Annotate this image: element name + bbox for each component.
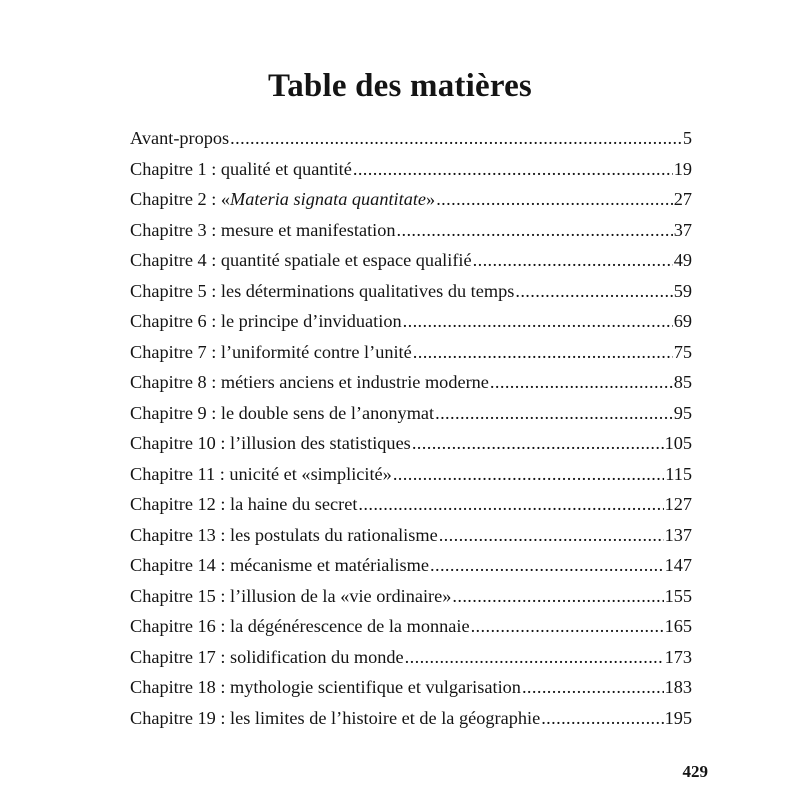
page-title: Table des matières — [268, 68, 532, 105]
toc-entry-page: 69 — [673, 311, 692, 331]
toc-entry-chapter-14 — [130, 555, 692, 586]
toc-entry-chapter-15 — [130, 586, 692, 617]
dot-leader — [435, 403, 673, 424]
dot-leader — [541, 708, 663, 729]
dot-leader — [439, 525, 664, 546]
toc-entry-page: 155 — [664, 585, 692, 606]
dot-leader — [452, 586, 663, 607]
toc-entry-label: Chapitre 3 : mesure et manifestation — [130, 219, 396, 240]
toc-entry-label: Chapitre 12 : la haine du secret — [130, 494, 358, 514]
toc-entry-avant-propos — [130, 128, 692, 159]
toc-entry-label-suffix: » — [426, 189, 436, 209]
dot-leader — [430, 555, 664, 576]
toc-entry-chapter-8 — [130, 372, 692, 403]
toc-entry-chapter-4 — [130, 250, 692, 281]
toc-entry-label: Chapitre 8 : métiers anciens et industrie moderne — [130, 372, 489, 392]
toc-entry-page: 105 — [664, 433, 692, 453]
toc-entry-chapter-11 — [130, 464, 692, 495]
toc-entry-label: Avant-propos — [130, 128, 230, 148]
dot-leader — [403, 311, 673, 332]
toc-entry-label: Chapitre 16 : la dégénérescence de la monnaie — [130, 616, 470, 636]
toc-entry-label: Chapitre 13 : les postulats du rationalisme — [130, 524, 438, 545]
toc-entry-page: 165 — [664, 616, 692, 636]
dot-leader — [515, 281, 672, 302]
toc-entry-label: Chapitre 18 : mythologie scientifique et vulgarisation — [130, 677, 521, 697]
toc-entry-page: 115 — [665, 463, 692, 484]
toc-entry-chapter-1 — [130, 159, 692, 190]
dot-leader — [413, 342, 673, 363]
toc-entry-chapter-6 — [130, 311, 692, 342]
dot-leader — [412, 433, 664, 454]
toc-entry-chapter-10 — [130, 433, 692, 464]
dot-leader — [397, 220, 673, 241]
dot-leader — [471, 616, 664, 637]
dot-leader — [490, 372, 673, 393]
dot-leader — [358, 494, 663, 515]
toc-entry-chapter-3 — [130, 220, 692, 251]
table-of-contents — [130, 128, 692, 738]
toc-entry-page: 147 — [664, 555, 692, 575]
dot-leader — [393, 464, 664, 485]
dot-leader — [353, 159, 673, 180]
toc-entry-page: 59 — [673, 280, 692, 301]
toc-entry-page: 137 — [664, 524, 692, 545]
toc-entry-page: 49 — [673, 250, 692, 270]
toc-entry-label: Chapitre 4 : quantité spatiale et espace qualifié — [130, 250, 472, 270]
toc-entry-page: 75 — [673, 341, 692, 362]
toc-entry-chapter-2 — [130, 189, 692, 220]
toc-entry-page: 127 — [664, 494, 692, 514]
toc-entry-chapter-18 — [130, 677, 692, 708]
toc-entry-label: Chapitre 5 : les déterminations qualitatives du temps — [130, 280, 515, 301]
toc-entry-chapter-16 — [130, 616, 692, 647]
dot-leader — [436, 189, 673, 210]
toc-entry-label: Chapitre 6 : le principe d’inviduation — [130, 311, 402, 331]
page-number: 429 — [682, 762, 708, 781]
toc-entry-label: Chapitre 9 : le double sens de l’anonymat — [130, 402, 435, 423]
toc-entry-page: 195 — [664, 707, 692, 728]
toc-entry-page: 173 — [664, 646, 692, 667]
toc-entry-chapter-17 — [130, 647, 692, 678]
toc-entry-label: Chapitre 17 : solidification du monde — [130, 646, 404, 667]
toc-entry-label-prefix: Chapitre 2 : « — [130, 189, 231, 209]
dot-leader — [405, 647, 664, 668]
toc-entry-chapter-19 — [130, 708, 692, 739]
toc-entry-page: 85 — [673, 372, 692, 392]
toc-entry-label: Chapitre 15 : l’illusion de la «vie ordinaire» — [130, 585, 452, 606]
toc-entry-page: 183 — [664, 677, 692, 697]
toc-entry-chapter-5 — [130, 281, 692, 312]
toc-entry-label: Chapitre 19 : les limites de l’histoire et de la géographie — [130, 707, 541, 728]
toc-entry-page: 19 — [673, 158, 692, 179]
toc-entry-page: 95 — [673, 402, 692, 423]
dot-leader — [230, 128, 682, 149]
toc-entry-chapter-7 — [130, 342, 692, 373]
toc-entry-label-italic: Materia signata quantitate — [230, 189, 427, 209]
toc-entry-chapter-13 — [130, 525, 692, 556]
toc-entry-chapter-9 — [130, 403, 692, 434]
toc-entry-label: Chapitre 14 : mécanisme et matérialisme — [130, 555, 429, 575]
toc-entry-label: Chapitre 1 : qualité et quantité — [130, 158, 352, 179]
toc-entry-label — [130, 189, 435, 210]
toc-entry-label: Chapitre 11 : unicité et «simplicité» — [130, 463, 392, 484]
toc-entry-page: 37 — [673, 219, 692, 240]
dot-leader — [522, 677, 664, 698]
dot-leader — [473, 250, 673, 271]
toc-entry-label: Chapitre 10 : l’illusion des statistiques — [130, 433, 411, 453]
toc-entry-label: Chapitre 7 : l’uniformité contre l’unité — [130, 341, 412, 362]
toc-entry-page: 27 — [673, 189, 692, 209]
toc-entry-chapter-12 — [130, 494, 692, 525]
toc-entry-page: 5 — [682, 128, 692, 148]
